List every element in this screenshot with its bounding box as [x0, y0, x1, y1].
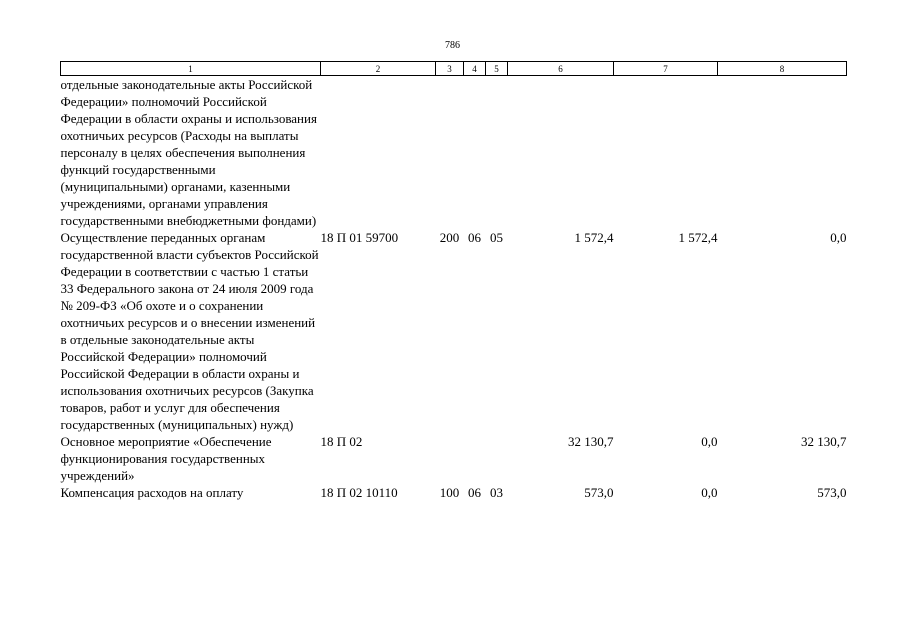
column-header-5: 5: [486, 62, 508, 76]
column-header-4: 4: [464, 62, 486, 76]
budget-table: [60, 61, 847, 501]
row-vr-code: 100: [439, 485, 460, 500]
page-number: 786: [445, 40, 460, 51]
column-header-2: 2: [321, 62, 436, 76]
column-header-8: 8: [718, 62, 847, 76]
row-regional-amount: 0,0: [830, 230, 847, 245]
row-section-code: [464, 76, 486, 230]
row-vr-code: 200: [439, 230, 460, 245]
table-row: [61, 433, 847, 484]
column-number-row: [61, 62, 847, 76]
column-header-3: 3: [436, 62, 464, 76]
row-regional-amount: 32 130,7: [801, 434, 847, 449]
row-section-code: 06: [468, 485, 481, 500]
row-csr-code: 18 П 02: [320, 434, 363, 449]
row-federal-amount: [614, 76, 718, 230]
row-subsection-code: [486, 76, 508, 230]
row-subsection-code: 03: [490, 485, 503, 500]
row-federal-amount: 0,0: [701, 434, 718, 449]
row-vr-code: [436, 76, 464, 230]
row-section-code: [464, 433, 486, 484]
row-federal-amount: 0,0: [701, 485, 718, 500]
row-vr-code: [436, 433, 464, 484]
row-total-amount: 1 572,4: [574, 230, 614, 245]
row-csr-code: [321, 76, 436, 230]
row-total-amount: 573,0: [584, 485, 614, 500]
table-row: [61, 76, 847, 230]
row-name: Основное мероприятие «Обеспечение функционирования государственных учреждений»: [60, 434, 272, 483]
row-federal-amount: 1 572,4: [678, 230, 718, 245]
row-name: Компенсация расходов на оплату: [60, 485, 244, 500]
row-regional-amount: 573,0: [817, 485, 847, 500]
row-subsection-code: [486, 433, 508, 484]
row-subsection-code: 05: [490, 230, 503, 245]
row-total-amount: [508, 76, 614, 230]
row-name: Осуществление переданных органам государственной власти субъектов Российской Федерации в соответствии с частью 1 статьи 33 Федерального закона от 24 июля 2009 года № 209-ФЗ «Об охоте и о сохранении охотничьих ресурсов и о внесении изменений в отдельные законодательные акты Российской Федерации» полномочий Российской Федерации в области охраны и использования охотничьих ресурсов (Закупка товаров, работ и услуг для обеспечения государственных (муниципальных) нужд): [60, 230, 319, 432]
row-total-amount: 32 130,7: [568, 434, 614, 449]
column-header-1: 1: [61, 62, 321, 76]
row-section-code: 06: [468, 230, 481, 245]
table-row: [61, 484, 847, 501]
table-row: [61, 229, 847, 433]
column-header-6: 6: [508, 62, 614, 76]
column-header-7: 7: [614, 62, 718, 76]
row-name: отдельные законодательные акты Российской Федерации» полномочий Российской Федерации в области охраны и использования охотничьих ресурсов (Расходы на выплаты персоналу в целях обеспечения выполнения функций государственными (муниципальными) органами, казенными учреждениями, органами управления государственными внебюджетными фондами): [60, 77, 317, 228]
row-csr-code: 18 П 01 59700: [320, 230, 399, 245]
row-csr-code: 18 П 02 10110: [320, 485, 398, 500]
row-regional-amount: [718, 76, 847, 230]
